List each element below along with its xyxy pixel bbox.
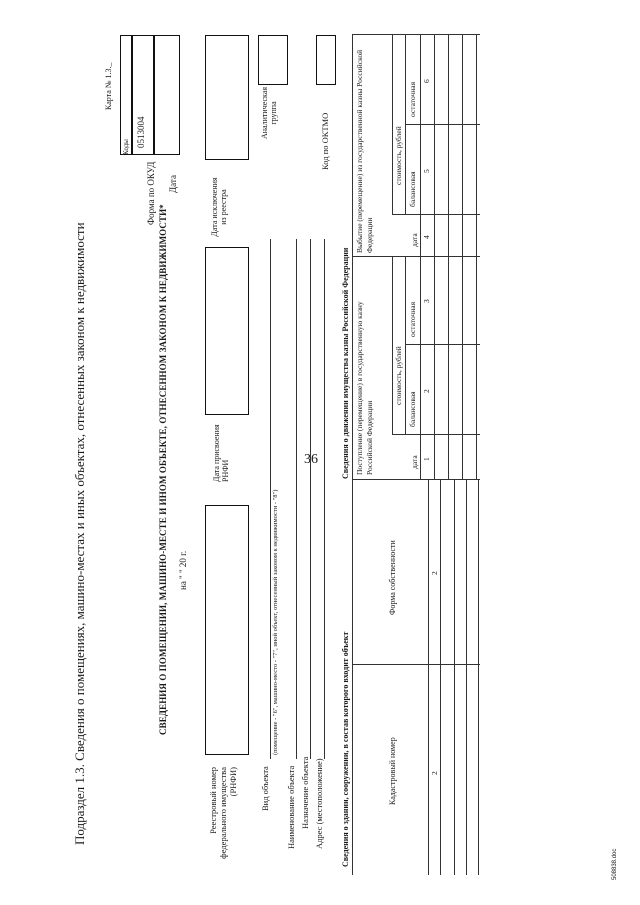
object-purpose-line[interactable] xyxy=(310,239,311,759)
movement-row-line xyxy=(434,35,435,480)
subsection-title: Подраздел 1.3. Сведения о помещениях, машино-местах и иных объектах, отнесенных законом к недвижимости xyxy=(72,222,87,845)
analytic-group-label: Аналитическая группа xyxy=(260,86,278,140)
movement-row-line xyxy=(462,35,463,480)
codes-header-cell xyxy=(120,35,132,155)
movement-col-number: 2 xyxy=(422,389,431,393)
building-table-row-line xyxy=(454,480,455,875)
oktmo-label: Код по ОКТМО xyxy=(320,112,330,170)
object-type-line[interactable] xyxy=(270,239,271,759)
building-table-row-line xyxy=(478,480,479,875)
date-assigned-box[interactable] xyxy=(205,247,249,415)
oktmo-box[interactable] xyxy=(316,35,336,85)
movement-col-number: 4 xyxy=(422,235,431,239)
movement-row-line xyxy=(476,35,477,480)
registry-number-box[interactable] xyxy=(205,505,249,755)
outcome-cost-header: стоимость, рублей xyxy=(394,126,403,185)
analytic-group-box[interactable] xyxy=(258,35,288,85)
building-table-header-bottom xyxy=(428,480,429,875)
building-table-title: Сведения о здании, сооружении, в состав которого входит объект xyxy=(341,631,350,867)
movement-col-number: 3 xyxy=(422,299,431,303)
registry-number-label: Реестровый номер федерального имущества (РНФИ) xyxy=(208,767,238,859)
page-number: 36 xyxy=(304,452,318,467)
date-excluded-box[interactable] xyxy=(205,35,249,160)
object-name-line[interactable] xyxy=(296,239,297,759)
outcome-cost-line xyxy=(392,35,393,215)
income-cost-header: стоимость, рублей xyxy=(394,346,403,405)
date-box[interactable] xyxy=(154,35,180,155)
date-excluded-label: Дата исключения из реестра xyxy=(210,177,228,237)
outcome-balance-header: балансовая xyxy=(408,171,417,207)
okud-value: 0513004 xyxy=(136,116,146,148)
object-purpose-label: Назначение объекта xyxy=(300,756,310,829)
movement-col-number: 1 xyxy=(422,457,431,461)
outcome-cost-sub-line xyxy=(405,35,406,215)
outcome-header: Выбытие (перемещение) из государственной казны Российской Федерации xyxy=(355,49,374,253)
card-number: Карта № 1.3._ xyxy=(104,62,113,110)
date-label: Дата xyxy=(168,175,178,193)
building-table-row-line xyxy=(466,480,467,875)
date-assigned-label: Дата присвоения РНФИ xyxy=(212,424,230,482)
building-table-top xyxy=(352,480,353,875)
movement-header-bottom xyxy=(420,35,421,480)
object-type-label: Вид объекта xyxy=(260,766,270,811)
movement-table-top xyxy=(352,35,353,480)
movement-col-number: 6 xyxy=(422,79,431,83)
cadastral-number-header: Кадастровый номер xyxy=(388,737,397,805)
object-type-hint: (помещение - "6", машино-место - "7", иной объект, отнесенный законом к недвижимости - "8") xyxy=(272,489,279,755)
address-line[interactable] xyxy=(324,239,325,759)
outcome-date-header: дата xyxy=(410,233,419,247)
income-cost-line xyxy=(392,257,393,435)
doc-id: 508838.doc xyxy=(612,848,618,880)
building-table-divider xyxy=(352,664,480,665)
building-col-number: 2 xyxy=(430,771,439,775)
as-of-date-line: на " " 20 г. xyxy=(178,550,188,590)
income-balance-header: балансовая xyxy=(408,391,417,427)
movement-row-line xyxy=(448,35,449,480)
codes-header: Коды xyxy=(122,139,130,155)
address-label: Адрес (местоположение) xyxy=(314,758,324,849)
form-title: СВЕДЕНИЯ О ПОМЕЩЕНИИ, МАШИНО-МЕСТЕ И ИНОМ ОБЪЕКТЕ, ОТНЕСЕННОМ ЗАКОНОМ К НЕДВИЖИМОСТИ* xyxy=(158,204,168,735)
movement-table-mid xyxy=(352,256,480,257)
movement-col-number: 5 xyxy=(422,169,431,173)
income-cost-divider xyxy=(405,344,480,345)
movement-table-title: Сведения о движении имущества казны Российской Федерации xyxy=(341,247,350,479)
movement-table-right xyxy=(352,34,480,35)
income-date-header: дата xyxy=(410,455,419,469)
object-name-label: Наименование объекта xyxy=(286,765,296,849)
building-table-row-line xyxy=(440,480,441,875)
outcome-cost-divider xyxy=(405,124,480,125)
income-header: Поступление (перемещение) в государственную казну Российской Федерации xyxy=(355,301,374,475)
ownership-form-header: Форма собственности xyxy=(388,540,397,615)
movement-table-left xyxy=(352,479,480,480)
building-col-number: 2 xyxy=(430,571,439,575)
income-cost-sub-line xyxy=(405,257,406,435)
outcome-residual-header: остаточная xyxy=(408,81,417,117)
okud-label: Форма по ОКУД xyxy=(146,161,156,225)
income-residual-header: остаточная xyxy=(408,301,417,337)
